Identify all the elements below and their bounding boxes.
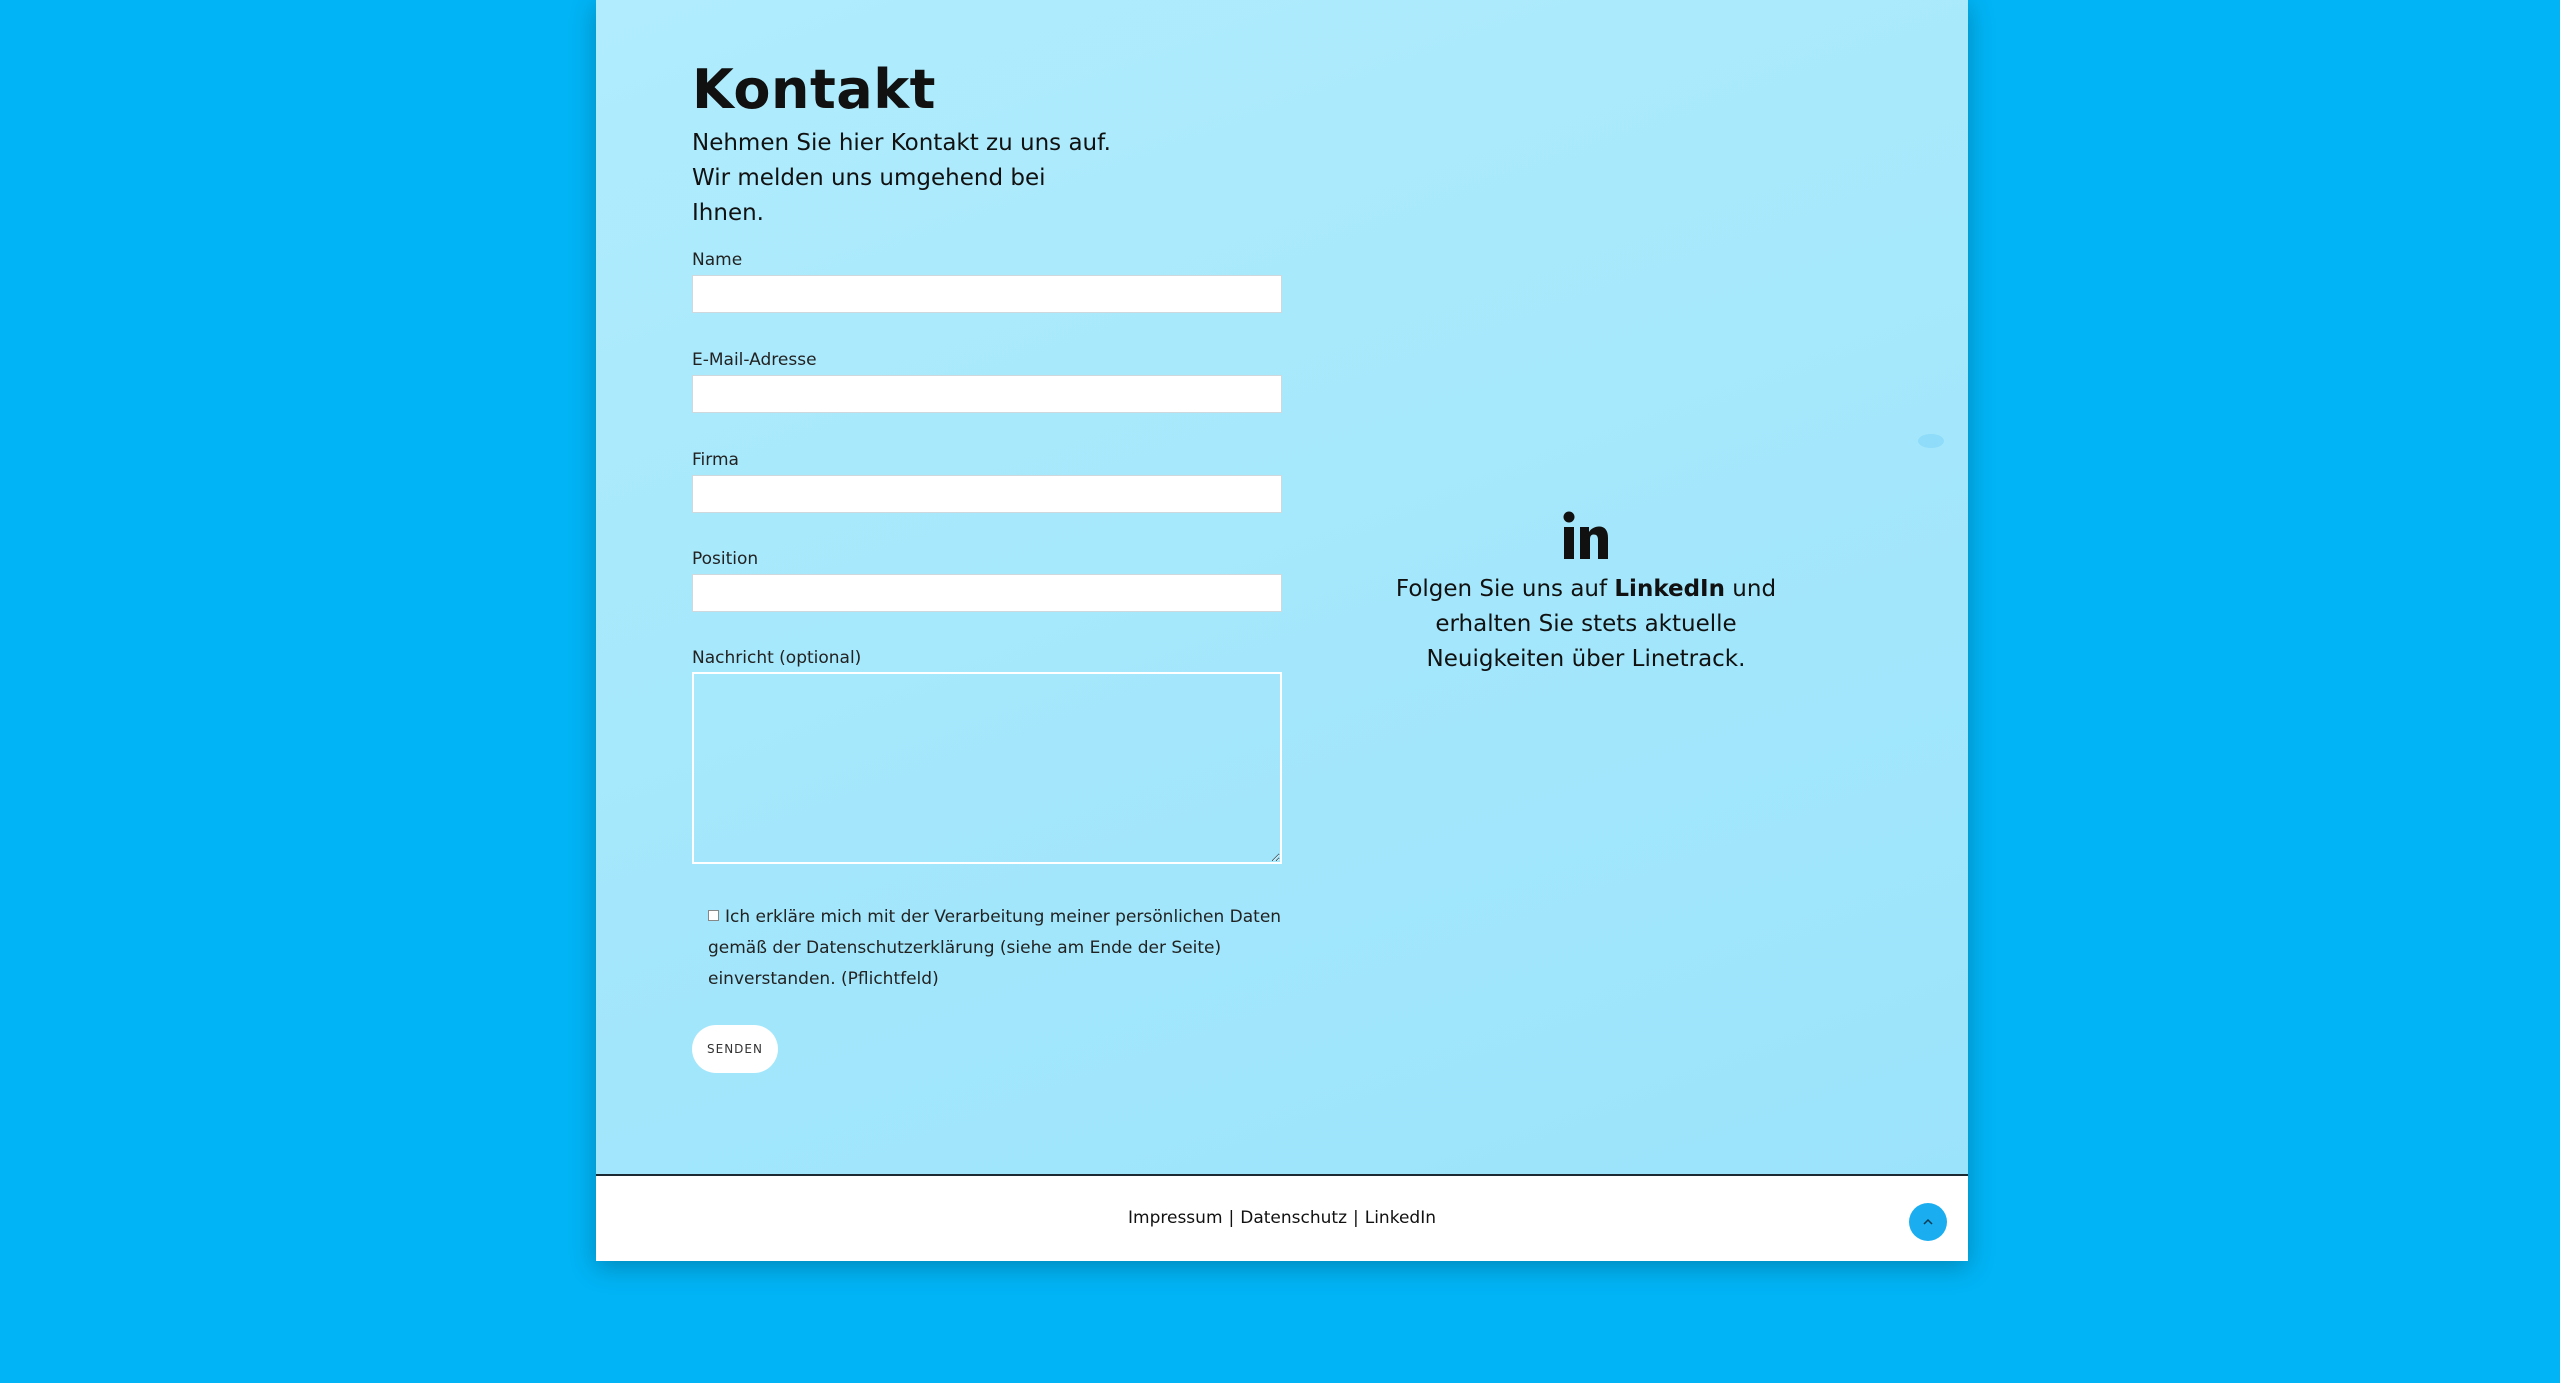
page-title: Kontakt: [692, 58, 936, 121]
consent-checkbox[interactable]: [708, 910, 719, 921]
position-input[interactable]: [692, 574, 1282, 612]
linkedin-footer-link[interactable]: LinkedIn: [1364, 1208, 1436, 1228]
datenschutz-link[interactable]: Datenschutz: [1240, 1208, 1347, 1228]
send-button[interactable]: SENDEN: [692, 1025, 778, 1073]
impressum-link[interactable]: Impressum: [1128, 1208, 1223, 1228]
email-label: E-Mail-Adresse: [692, 350, 817, 370]
email-input[interactable]: [692, 375, 1282, 413]
linkedin-block: [1376, 510, 1796, 677]
company-input[interactable]: [692, 475, 1282, 513]
message-label: Nachricht (optional): [692, 648, 862, 668]
linkedin-text-after: und erhalten Sie stets aktuelle Neuigkeiten über Linetrack.: [1426, 576, 1777, 672]
linkedin-text: [1376, 572, 1796, 677]
name-input[interactable]: [692, 275, 1282, 313]
intro-text: Nehmen Sie hier Kontakt zu uns auf. Wir melden uns umgehend bei Ihnen.: [692, 130, 1111, 226]
decorative-dot: [1918, 434, 1944, 448]
message-textarea[interactable]: [692, 672, 1282, 864]
footer-links: [596, 1208, 1968, 1228]
scroll-to-top-button[interactable]: [1909, 1203, 1947, 1241]
footer-separator: |: [1353, 1208, 1359, 1228]
name-label: Name: [692, 250, 743, 270]
position-label: Position: [692, 549, 759, 569]
company-label: Firma: [692, 450, 739, 470]
linkedin-link[interactable]: LinkedIn: [1614, 576, 1725, 602]
consent-text: Ich erkläre mich mit der Verarbeitung meiner persönlichen Daten gemäß der Datenschutzerklärung (siehe am Ende der Seite) einverstanden. (Pflichtfeld): [708, 907, 1282, 989]
consent-row: [708, 902, 1288, 995]
contact-section: [596, 0, 1968, 1176]
page-card: [596, 0, 1968, 1261]
footer-separator: |: [1228, 1208, 1235, 1228]
linkedin-text-before: Folgen Sie uns auf: [1395, 576, 1615, 602]
linkedin-icon[interactable]: [1563, 510, 1609, 562]
chevron-up-icon: [1922, 1218, 1934, 1226]
